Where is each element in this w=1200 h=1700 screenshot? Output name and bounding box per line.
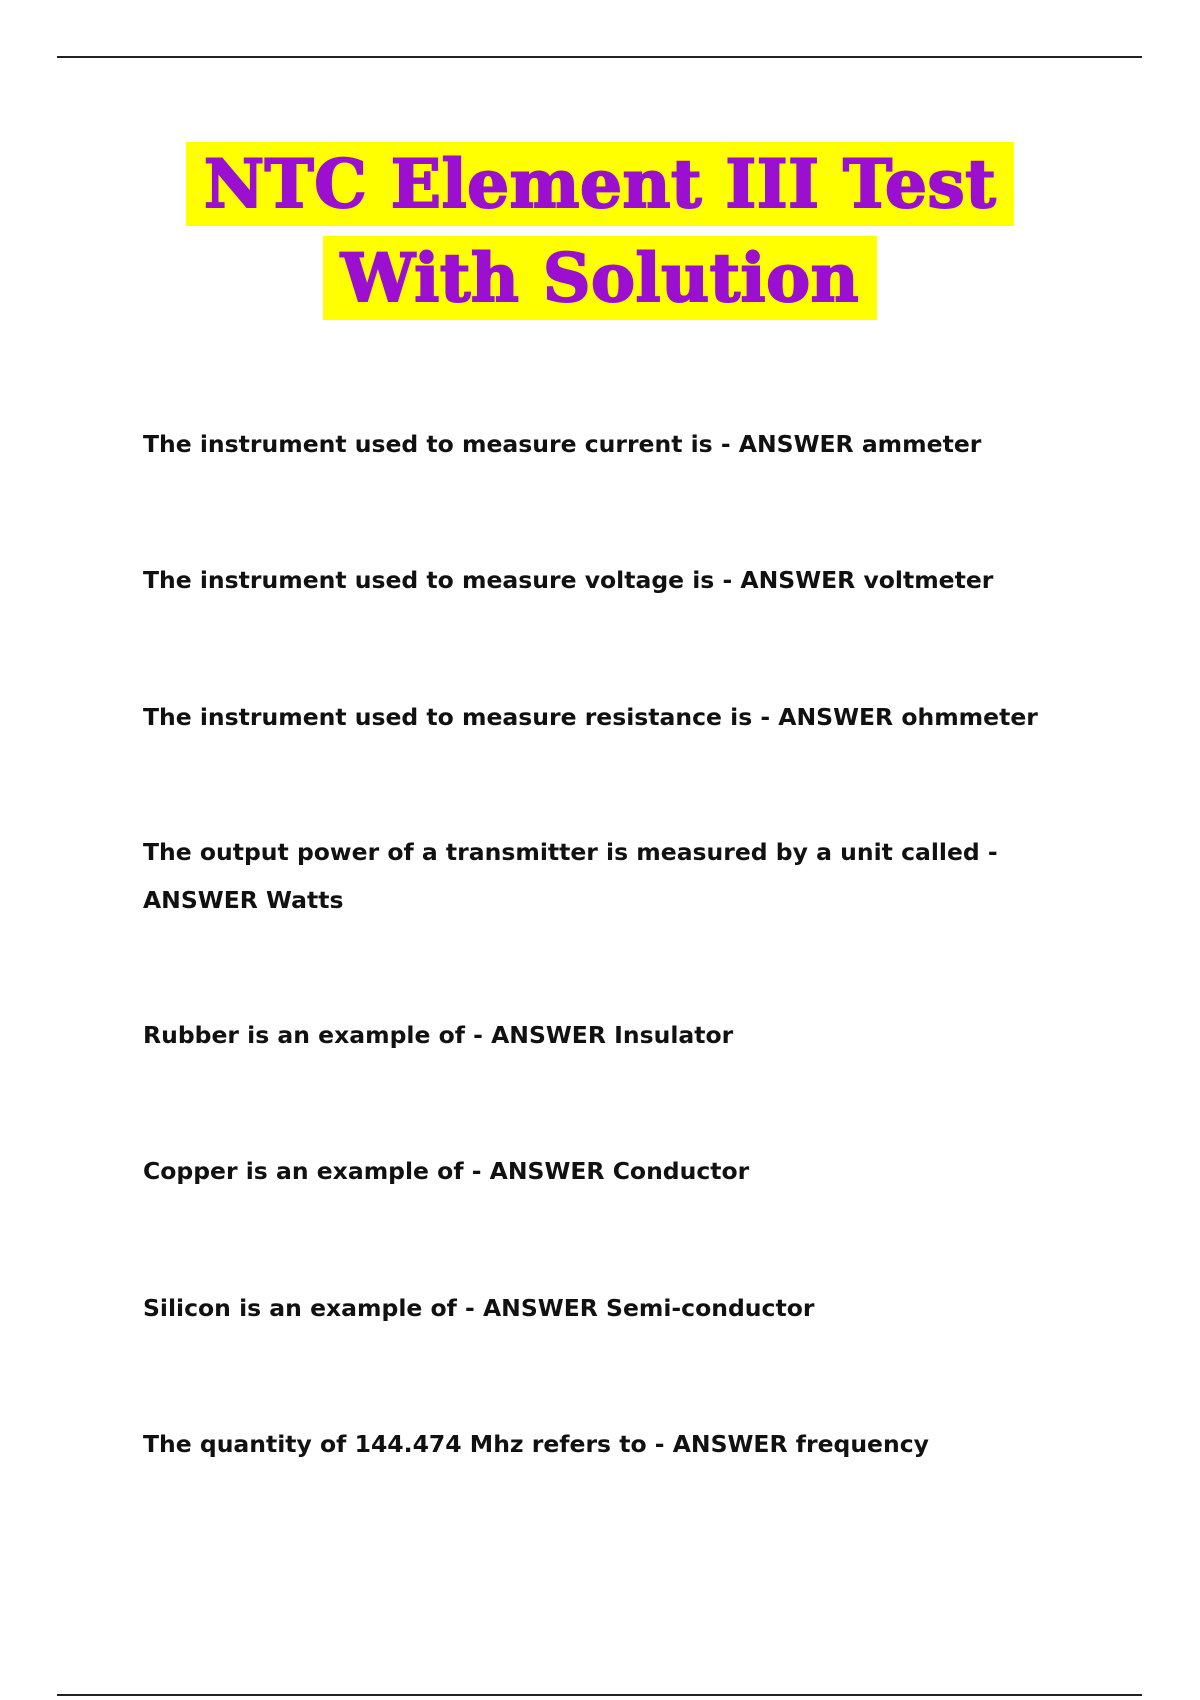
document-title	[0, 142, 1200, 320]
title-line-1: NTC Element III Test	[186, 142, 1014, 226]
qa-item: The instrument used to measure resistance is - ANSWER ohmmeter	[143, 703, 1038, 731]
qa-item: Copper is an example of - ANSWER Conductor	[143, 1157, 750, 1185]
qa-item: Silicon is an example of - ANSWER Semi-conductor	[143, 1294, 815, 1322]
title-line-2: With Solution	[323, 236, 877, 320]
top-divider	[57, 56, 1142, 58]
qa-item: The output power of a transmitter is measured by a unit called - ANSWER Watts	[143, 838, 998, 914]
qa-item: The instrument used to measure current is - ANSWER ammeter	[143, 430, 982, 458]
qa-item: Rubber is an example of - ANSWER Insulator	[143, 1021, 734, 1049]
bottom-divider	[57, 1694, 1142, 1696]
qa-item: The instrument used to measure voltage is - ANSWER voltmeter	[143, 566, 994, 594]
qa-item: The quantity of 144.474 Mhz refers to - ANSWER frequency	[143, 1430, 929, 1458]
